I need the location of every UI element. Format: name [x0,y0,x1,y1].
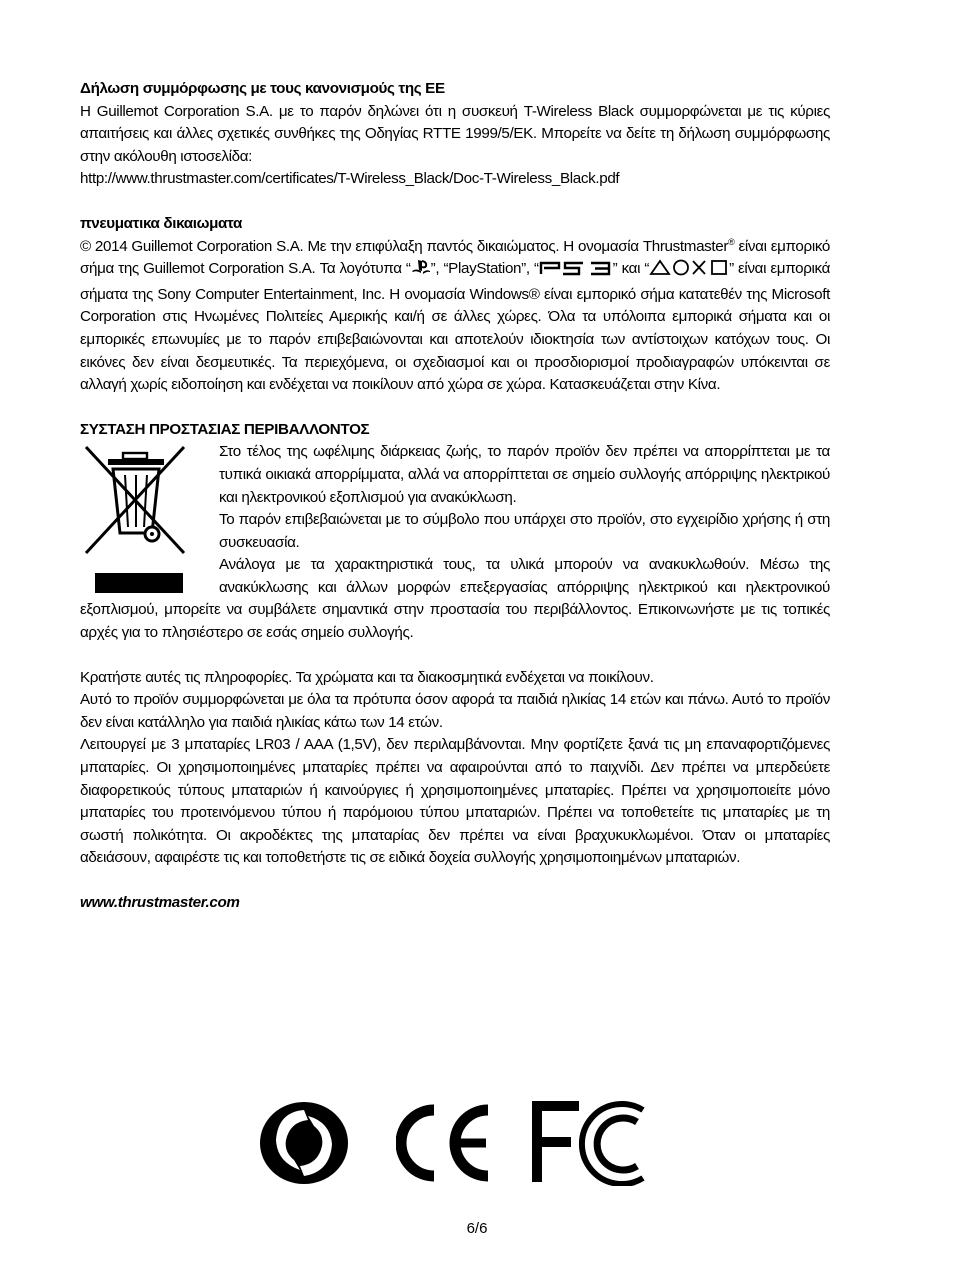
green-dot-icon [256,1100,356,1186]
info-text-1: Κρατήστε αυτές τις πληροφορίες. Τα χρώματα και τα διακοσμητικά ενδέχεται να ποικίλουν. [80,668,654,686]
info-text-3: Λειτουργεί με 3 μπαταρίες LR03 / AAA (1,5V), δεν περιλαμβάνονται. Μην φορτίζετε ξανά τις μη επαναφορτιζόμενες μπαταρίες. Οι χρησιμοποιημένες μπαταρίες πρέπει να αφαιρούνται από το παιχνίδι. Δεν πρέπει να μπερδεύετε διαφορετικούς τύπους μπαταριών ή καινούργιες ή χρησιμοποιημένες μπαταρίες. Πρέπει να χρησιμοποιείτε μόνο μπαταρίες του προτεινόμενου τύπου ή παρόμοιου τύπου μπαταριών. Πρέπει να τοποθετείτε τις μπαταρίες με τη σωστή πολικότητα. Οι ακροδέκτες της μπαταρίας δεν πρέπει να είναι βραχυκυκλωμένοι. Όταν οι μπαταρίες αδειάσουν, αφαιρέστε τις και τοποθετήστε τις σε ειδικά δοχεία συλλογής χρησιμοποιημένων μπαταριών. [80,736,830,867]
env-text-3: Ανάλογα με τα χαρακτηριστικά τους, τα υλικά μπορούν να ανακυκλωθούν. Μέσω της ανακύκλωσης και άλλων μορφών επεξεργασίας απόρριψης ηλεκτρικού και ηλεκτρονικού εξοπλισμού, μπορείτε να συμβάλετε σημαντικά στην προστασία του περιβάλλοντος. Επικοινωνήστε με τις τοπικές αρχές για το πλησιέστερο σε εσάς σημείο συλλογής. [80,556,830,642]
ps-shapes-icon [649,259,729,284]
env-text-1: Στο τέλος της ωφέλιμης διάρκειας ζωής, το παρόν προϊόν δεν πρέπει να απορρίπτεται με τα τυπικά οικιακά απορρίμματα, αλλά να απορρίπτεται σε σημείο συλλογής απόρριψης ηλεκτρικού και ηλεκτρονικού εξοπλισμού για ανακύκλωση. [219,443,830,506]
rights-text-5: ” είναι εμπορικά σήματα της Sony Computer Entertainment, Inc. Η ονομασία Windows® είναι εμπορικό σήμα κατατεθέν της Microsoft Corporation στις Ηνωμένες Πολιτείες Αμερικής και/ή σε άλλες χώρες. Όλα τα υπόλοιπα εμπορικά σήματα και οι εμπορικές επωνυμίες με το παρόν επιβεβαιώνονται και αποτελούν ιδιοκτησία των αντίστοιχων κατόχων τους. Οι εικόνες δεν είναι δεσμευτικές. Τα περιεχόμενα, οι σχεδιασμοί και οι προσδιορισμοί προδιαγραφών υπόκεινται σε αλλαγή χωρίς ειδοποίηση και ενδέχεται να ποικίλουν από χώρα σε χώρα. Κατασκευάζεται στην Κίνα. [80,260,831,394]
certification-logos [256,1100,656,1190]
ps3-logo-icon [539,260,613,284]
document-page [80,78,830,915]
eu-url[interactable]: http://www.thrustmaster.com/certificates/T-Wireless_Black/Doc-T-Wireless_Black.pdf [80,170,620,188]
rights-text-1: © 2014 Guillemot Corporation S.A. Με την επιφύλαξη παντός δικαιώματος. Η ονομασία Thrustmaster [80,237,729,255]
rights-heading: πνευματικα δικαιωματα [80,214,243,232]
env-section [80,441,830,644]
registered-mark: ® [728,236,735,247]
eu-heading: Δήλωση συμμόρφωσης με τους κανονισμούς της ΕΕ [80,80,445,97]
env-heading: ΣΥΣΤΑΣΗ ΠΡΟΣΤΑΣΙΑΣ ΠΕΡΙΒΑΛΛΟΝΤΟΣ [80,420,370,438]
env-text-2: Το παρόν επιβεβαιώνεται με το σύμβολο που υπάρχει στο προϊόν, στο εγχειρίδιο χρήσης ή στη συσκευασία. [219,511,830,551]
fcc-mark-icon [531,1100,646,1186]
rights-text-3: ”, “PlayStation”, “ [430,260,539,278]
website-link[interactable]: www.thrustmaster.com [80,894,240,911]
info-text-2: Αυτό το προϊόν συμμορφώνεται με όλα τα πρότυπα όσον αφορά τα παιδιά ηλικίας 14 ετών και πάνω. Αυτό το προϊόν δεν είναι κατάλληλο για παιδιά ηλικίας κάτω των 14 ετών. [80,691,830,731]
eu-text: Η Guillemot Corporation S.A. με το παρόν δηλώνει ότι η συσκευή T-Wireless Black συμμορφώνεται με τις κύριες απαιτήσεις και άλλες σχετικές συνθήκες της Οδηγίας RTTE 1999/5/ΕΚ. Μπορείτε να δείτε τη δήλωση συμμόρφωσης στην ακόλουθη ιστοσελίδα: [80,102,830,165]
rights-text-2: είναι εμπορικό σήμα της Guillemot Corporation S.A. Τα λογότυπα “ [80,237,830,278]
ps-logo-icon [411,259,431,284]
rights-text [80,236,830,397]
page-number: 6/6 [466,1220,488,1237]
rights-text-4: ” και “ [612,260,650,278]
ce-mark-icon [396,1100,496,1186]
weee-bin-icon [80,441,208,599]
